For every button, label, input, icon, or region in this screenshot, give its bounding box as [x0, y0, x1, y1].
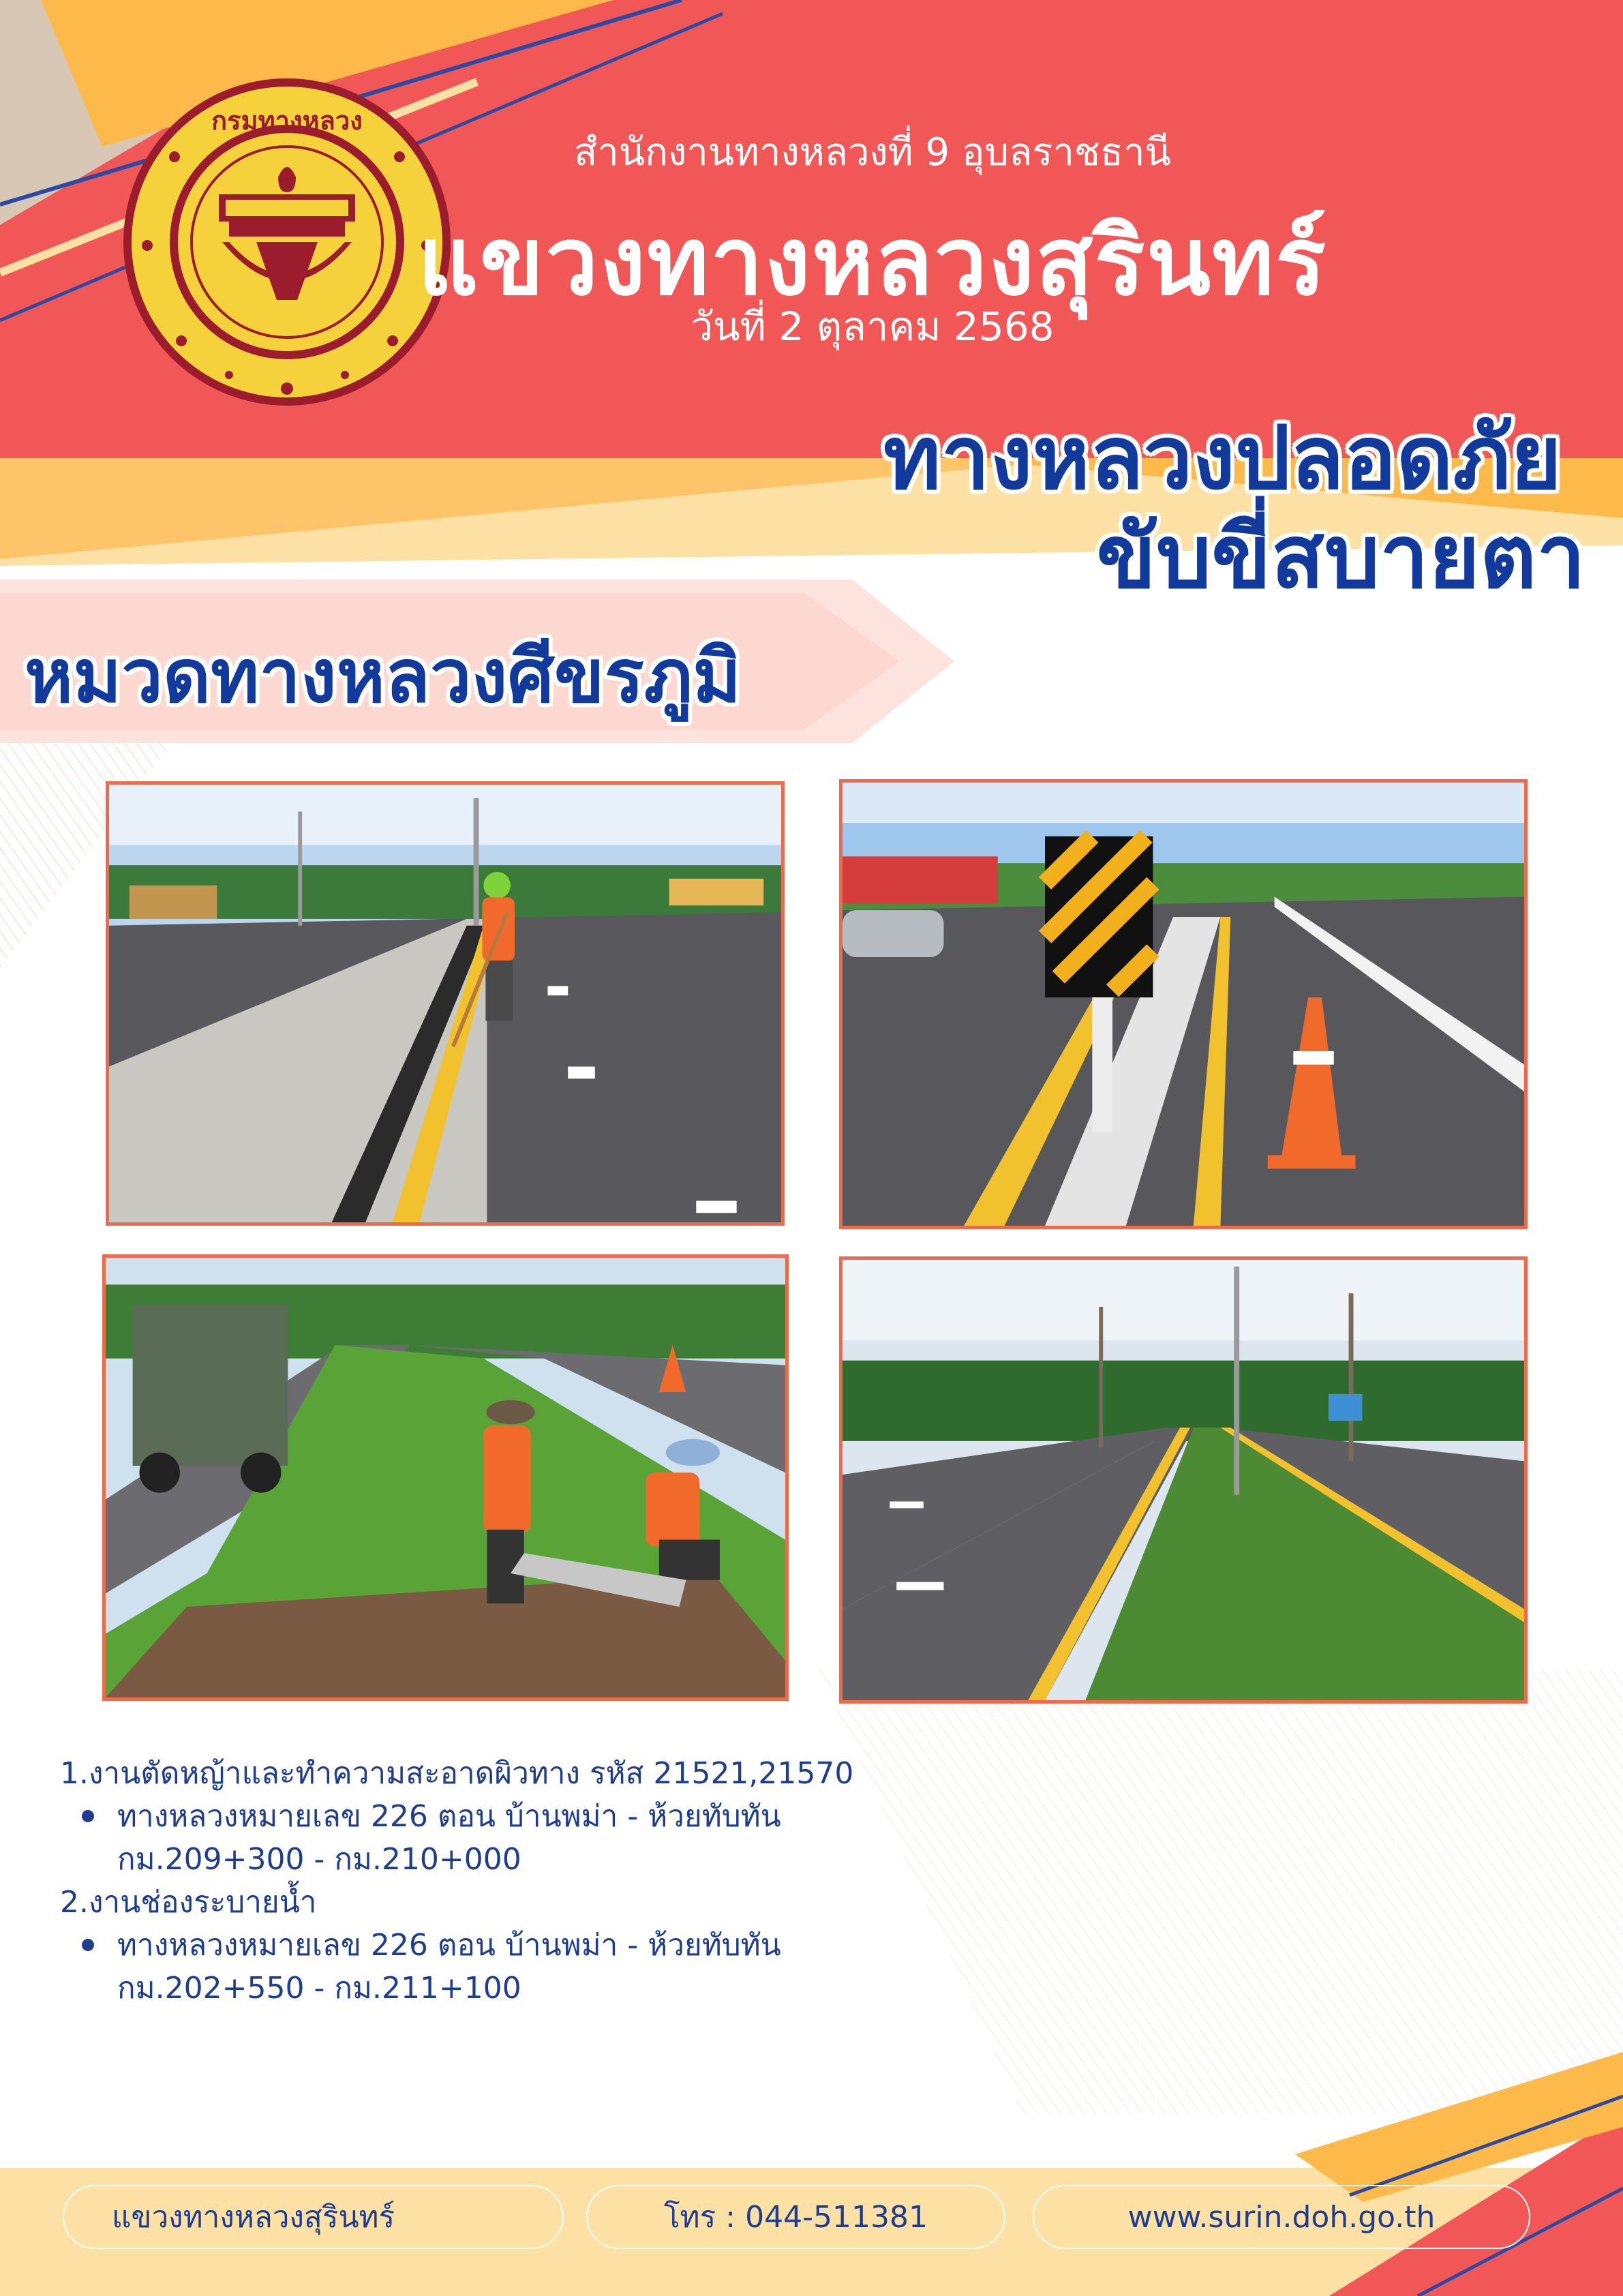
work-item-2-route [60, 1924, 853, 1967]
slogan-line-1: ทางหลวงปลอดภัย [883, 408, 1562, 509]
work-list [60, 1752, 853, 2010]
clean-highway-median-photo [839, 1256, 1528, 1704]
work-item-1-route [60, 1795, 853, 1838]
publish-date: วันที่ 2 ตุลาคม 2568 [691, 303, 1055, 350]
footer-district-text: แขวงทางหลวงสุรินทร์ [112, 2200, 395, 2235]
seal-text: กรมทางหลวง [211, 106, 363, 136]
photo-1-image [109, 785, 781, 1222]
photo-2-image [843, 783, 1524, 1226]
footer-phone-text: โทร : 044-511381 [664, 2200, 928, 2235]
footer-website-link[interactable] [1033, 2185, 1530, 2249]
work-item-1-km-range: กม.209+300 - กม.210+000 [117, 1842, 521, 1877]
bullet-icon [82, 1939, 94, 1951]
work-item-2: 2.งานช่องระบายน้ำ [60, 1885, 317, 1920]
work-item-2-km-range: กม.202+550 - กม.211+100 [117, 1971, 521, 2006]
work-item-1-route-text: ทางหลวงหมายเลข 226 ตอน บ้านพม่า - ห้วยทับทัน [117, 1799, 781, 1834]
workers-installing-drainage-photo [102, 1254, 789, 1701]
district-name: แขวงทางหลวงสุรินทร์ [417, 207, 1328, 316]
slogan-line-2: ขับขี่สบายตา [1096, 507, 1586, 608]
footer-website-text: www.surin.doh.go.th [1127, 2199, 1436, 2235]
work-item-1: 1.งานตัดหญ้าและทำความสะอาดผิวทาง รหัส 21521,21570 [60, 1756, 854, 1791]
footer-district-name [63, 2185, 564, 2249]
worker-sweeping-median-photo [106, 781, 785, 1226]
office-name: สำนักงานทางหลวงที่ 9 อุบลราชธานี [574, 130, 1171, 175]
median-barrier-with-warning-sign-photo [839, 779, 1528, 1229]
work-item-2-route-text: ทางหลวงหมายเลข 226 ตอน บ้านพม่า - ห้วยทับทัน [117, 1928, 781, 1963]
footer-phone[interactable] [586, 2185, 1005, 2249]
unit-title: หมวดทางหลวงศีขรภูมิ [25, 634, 742, 719]
photo-4-image [843, 1260, 1524, 1700]
photo-3-image [106, 1258, 785, 1697]
bullet-icon [82, 1810, 94, 1822]
